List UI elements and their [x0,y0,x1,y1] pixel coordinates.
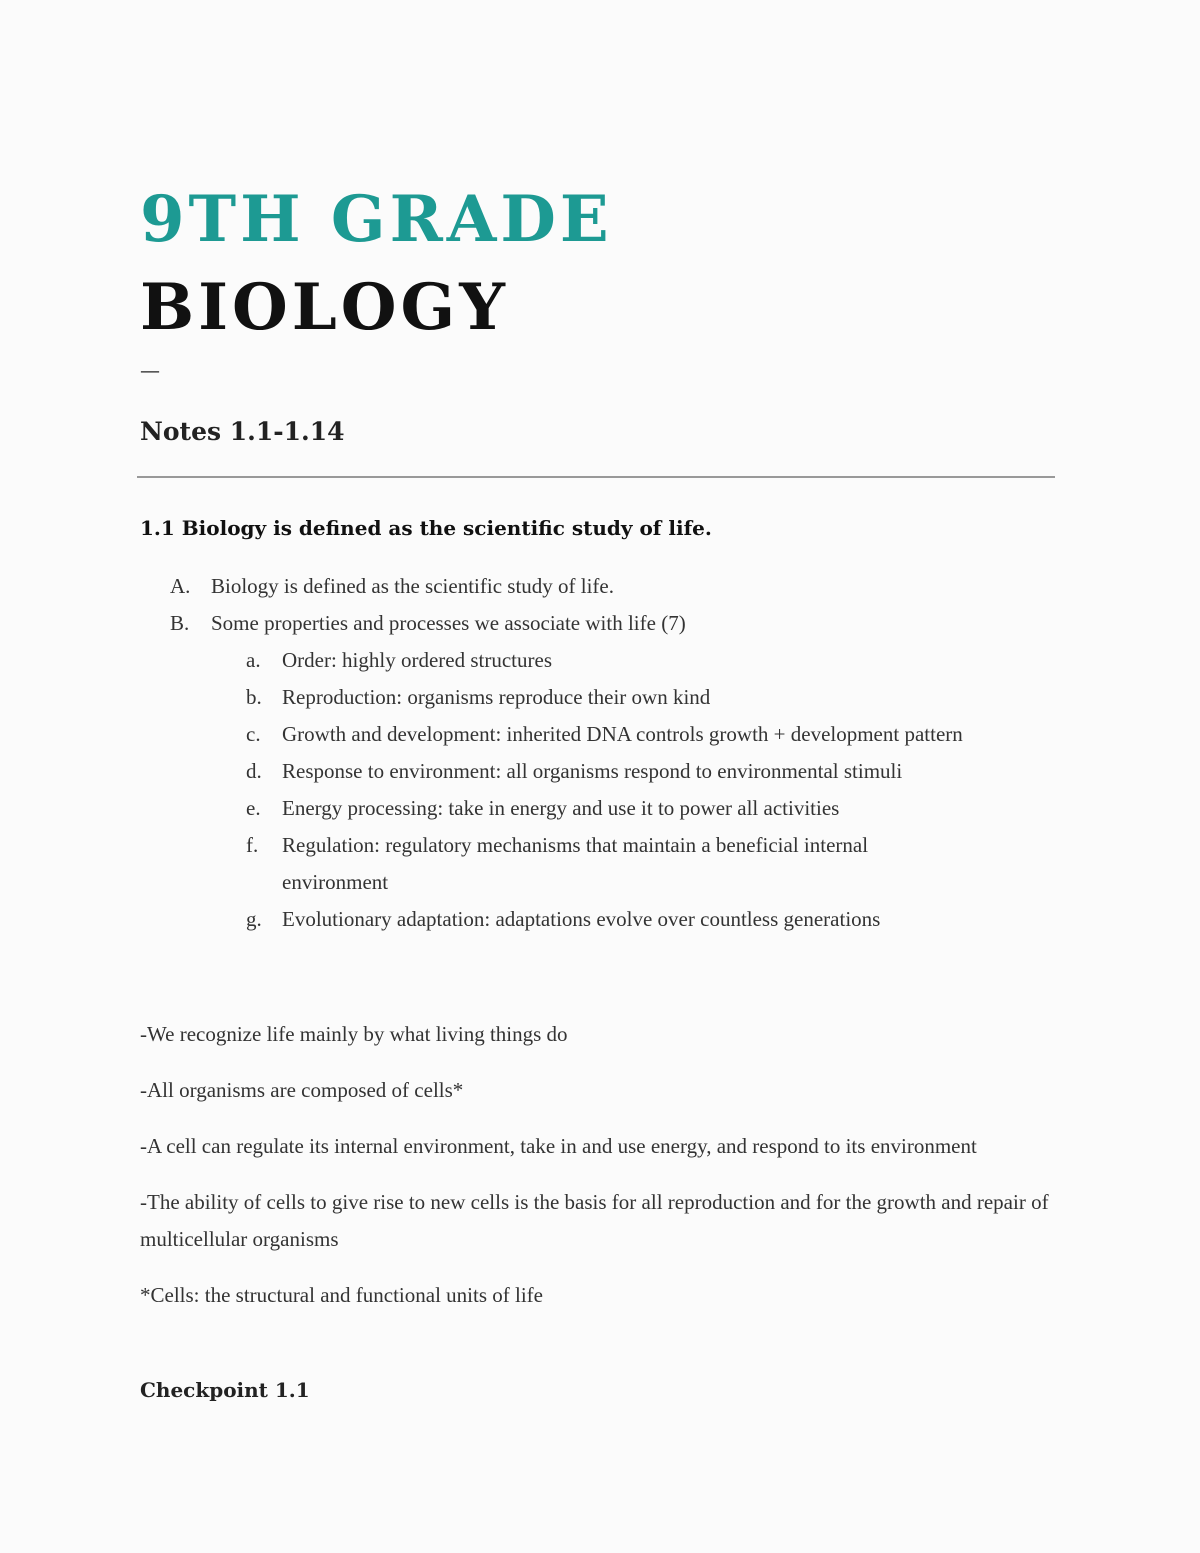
sub-list-item [140,642,1060,679]
list-marker: B. [170,611,190,635]
list-marker: e. [246,796,261,820]
list-item-text: Reproduction: organisms reproduce their own kind [282,685,711,709]
title-grade: 9TH GRADE [140,182,613,257]
list-item-text: Some properties and processes we associate with life (7) [211,611,686,635]
list-item [140,605,1060,642]
list-marker: c. [246,722,261,746]
note-paragraph: -The ability of cells to give rise to new cells is the basis for all reproduction and for the growth and repair of multicellular organisms [140,1190,1049,1251]
outline-list [140,568,1060,938]
notes-subtitle: Notes 1.1-1.14 [140,417,345,446]
note-paragraph: -All organisms are composed of cells* [140,1078,464,1102]
title-dash: — [140,358,160,382]
sub-list-item-continuation [140,864,1060,901]
list-item-text: Order: highly ordered structures [282,648,552,672]
list-marker: g. [246,907,262,931]
list-marker: d. [246,759,262,783]
notes-block [140,1016,1060,1333]
note-paragraph: *Cells: the structural and functional units of life [140,1283,543,1307]
checkpoint-heading [140,1378,310,1402]
list-marker: f. [246,833,259,857]
sub-list-item [140,790,1060,827]
checkpoint-label: Checkpoint [140,1378,268,1402]
list-marker: b. [246,685,262,709]
list-item-text: environment [282,870,389,894]
sub-list-item [140,753,1060,790]
list-marker: a. [246,648,261,672]
list-item-text: Growth and development: inherited DNA controls growth + development pattern [282,722,963,746]
note-paragraph: -We recognize life mainly by what living things do [140,1022,568,1046]
list-item-text: Regulation: regulatory mechanisms that maintain a beneficial internal [282,833,869,857]
horizontal-rule [137,476,1055,478]
title-subject: BIOLOGY [140,270,509,345]
sub-list-item [140,901,1060,938]
sub-list-item [140,716,1060,753]
list-item [140,568,1060,605]
list-item-text: Energy processing: take in energy and use it to power all activities [282,796,840,820]
sub-list-item [140,827,1060,864]
list-item-text: Biology is defined as the scientific study of life. [211,574,614,598]
note-paragraph: -A cell can regulate its internal environment, take in and use energy, and respond to its environment [140,1134,977,1158]
checkpoint-number: 1.1 [274,1378,310,1402]
list-item-text: Response to environment: all organisms respond to environmental stimuli [282,759,903,783]
list-marker: A. [170,574,191,598]
list-item-text: Evolutionary adaptation: adaptations evolve over countless generations [282,907,881,931]
section-heading: 1.1 Biology is defined as the scientific study of life. [140,516,712,540]
sub-list-item [140,679,1060,716]
